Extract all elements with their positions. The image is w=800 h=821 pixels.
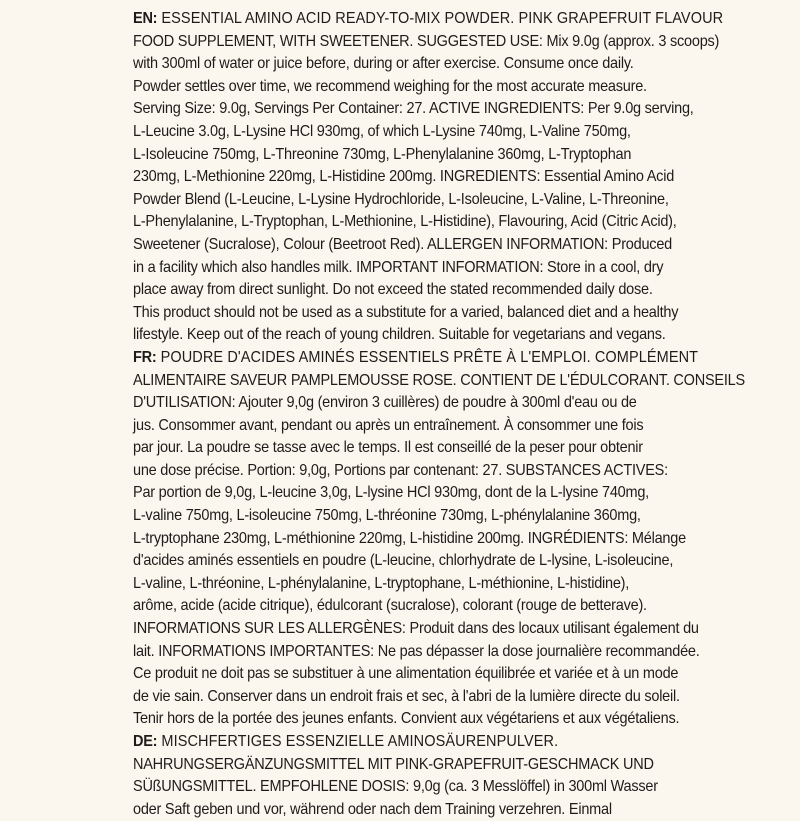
- en-line-6: L-Leucine 3.0g, L-Lysine HCl 930mg, of which L-Lysine 740mg, L-Valine 750mg,: [133, 122, 631, 140]
- product-label-text: [133, 8, 749, 821]
- fr-language-code: FR:: [133, 348, 157, 366]
- en-language-code: EN:: [133, 10, 158, 27]
- fr-line-8: L-valine 750mg, L-isoleucine 750mg, L-thréonine 730mg, L-phénylalanine 360mg,: [133, 507, 641, 525]
- fr-line-14: lait. INFORMATIONS IMPORTANTES: Ne pas dépasser la dose journalière recommandée.: [133, 642, 700, 660]
- fr-line-4: jus. Consommer avant, pendant ou après un entraînement. À consommer une fois: [133, 416, 644, 434]
- en-line-5: Serving Size: 9.0g, Servings Per Container: 27. ACTIVE INGREDIENTS: Per 9.0g serving,: [133, 100, 694, 118]
- fr-line-11: L-valine, L-thréonine, L-phénylalanine, L-tryptophane, L-méthionine, L-histidine),: [133, 574, 630, 592]
- en-line-9: Powder Blend (L-Leucine, L-Lysine Hydrochloride, L-Isoleucine, L-Valine, L-Threonine,: [133, 190, 669, 208]
- fr-line-1: FR: POUDRE D'ACIDES AMINÉS ESSENTIELS PRÊTE À L'EMPLOI. COMPLÉMENT: [133, 348, 699, 366]
- en-line-10: L-Phenylalanine, L-Tryptophan, L-Methionine, L-Histidine), Flavouring, Acid (Citric Acid),: [133, 213, 677, 231]
- fr-line-15: Ce produit ne doit pas se substituer à une alimentation équilibrée et variée et à un mode: [133, 665, 679, 683]
- fr-line-9: L-tryptophane 230mg, L-méthionine 220mg, L-histidine 200mg. INGRÉDIENTS: Mélange: [133, 529, 686, 547]
- de-line-4: oder Saft geben und vor, während oder nach dem Training verzehren. Einmal: [133, 800, 612, 818]
- en-line-8: 230mg, L-Methionine 220mg, L-Histidine 200mg. INGREDIENTS: Essential Amino Acid: [133, 168, 675, 186]
- en-line-2: FOOD SUPPLEMENT, WITH SWEETENER. SUGGESTED USE: Mix 9.0g (approx. 3 scoops): [133, 32, 720, 50]
- en-line-7: L-Isoleucine 750mg, L-Threonine 730mg, L-Phenylalanine 360mg, L-Tryptophan: [133, 145, 632, 163]
- en-line-12: in a facility which also handles milk. IMPORTANT INFORMATION: Store in a cool, dry: [133, 258, 664, 276]
- en-line-14: This product should not be used as a substitute for a varied, balanced diet and a healthy: [133, 303, 679, 321]
- fr-line-7: Par portion de 9,0g, L-leucine 3,0g, L-lysine HCl 930mg, dont de la L-lysine 740mg,: [133, 484, 649, 502]
- fr-line-16: de vie sain. Conserver dans un endroit frais et sec, à l'abri de la lumière directe du soleil.: [133, 687, 680, 705]
- de-language-code: DE:: [133, 733, 158, 750]
- fr-line-12: arôme, acide (acide citrique), édulcorant (sucralose), colorant (rouge de betterave).: [133, 597, 647, 615]
- de-line-3: SÜßUNGSMITTEL. EMPFOHLENE DOSIS: 9,0g (ca. 3 Messlöffel) in 300ml Wasser: [133, 778, 658, 796]
- fr-line-13: INFORMATIONS SUR LES ALLERGÈNES: Produit dans des locaux utilisant également du: [133, 620, 699, 638]
- en-line-3: with 300ml of water or juice before, during or after exercise. Consume once daily.: [133, 55, 634, 73]
- fr-line-17: Tenir hors de la portée des jeunes enfants. Convient aux végétariens et aux végétaliens.: [133, 710, 680, 728]
- fr-line-3: D'UTILISATION: Ajouter 9,0g (environ 3 cuillères) de poudre à 300ml d'eau ou de: [133, 394, 637, 412]
- de-line-1: DE: MISCHFERTIGES ESSENZIELLE AMINOSÄURENPULVER.: [133, 733, 559, 750]
- de-line-2: NAHRUNGSERGÄNZUNGSMITTEL MIT PINK-GRAPEFRUIT-GESCHMACK UND: [133, 755, 654, 773]
- en-line-4: Powder settles over time, we recommend weighing for the most accurate measure.: [133, 77, 647, 95]
- en-line-1: EN: ESSENTIAL AMINO ACID READY-TO-MIX POWDER. PINK GRAPEFRUIT FLAVOUR: [133, 10, 724, 27]
- en-line-13: place away from direct sunlight. Do not exceed the stated recommended daily dose.: [133, 281, 653, 299]
- en-line-11: Sweetener (Sucralose), Colour (Beetroot Red). ALLERGEN INFORMATION: Produced: [133, 235, 672, 253]
- fr-line-5: par jour. La poudre se tasse avec le temps. Il est conseillé de la peser pour obtenir: [133, 439, 643, 457]
- en-line-15: lifestyle. Keep out of the reach of young children. Suitable for vegetarians and vegans.: [133, 326, 666, 344]
- fr-line-2: ALIMENTAIRE SAVEUR PAMPLEMOUSSE ROSE. CONTIENT DE L'ÉDULCORANT. CONSEILS: [133, 371, 745, 389]
- fr-line-10: d'acides aminés essentiels en poudre (L-leucine, chlorhydrate de L-lysine, L-isoleucine,: [133, 552, 674, 570]
- fr-line-6: une dose précise. Portion: 9,0g, Portions par contenant: 27. SUBSTANCES ACTIVES:: [133, 461, 668, 479]
